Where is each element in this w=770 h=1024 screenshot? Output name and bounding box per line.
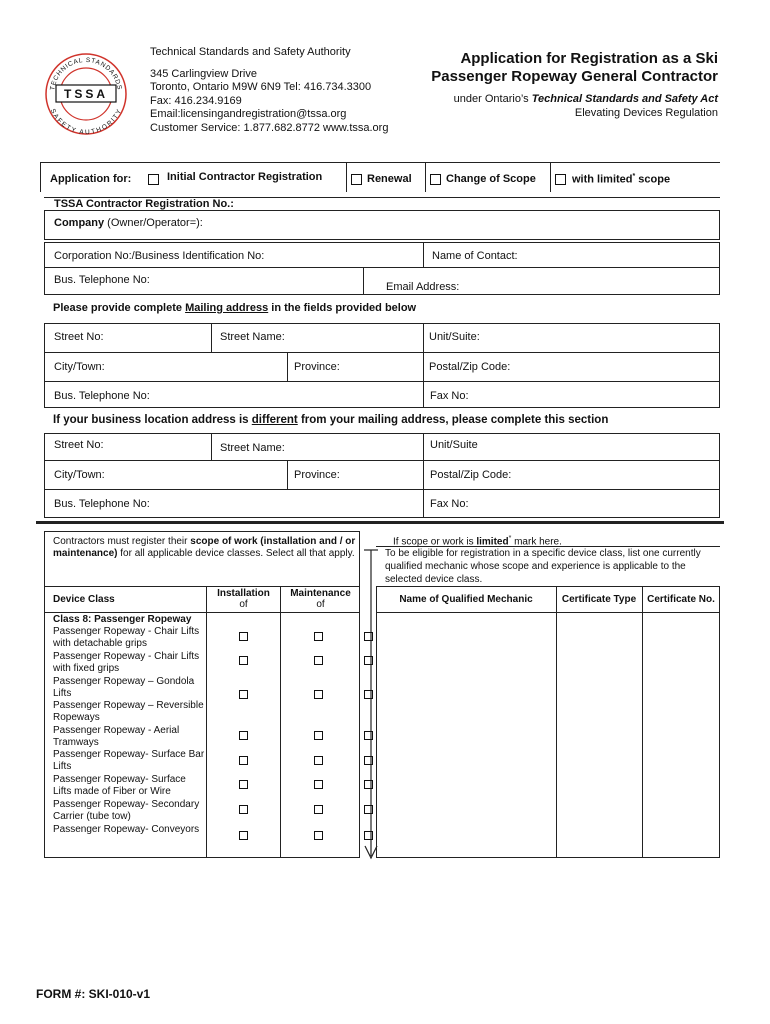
col-maintenance: Maintenance xyxy=(290,588,351,599)
tssa-logo xyxy=(40,48,132,140)
fax-number: Fax: 416.234.9169 xyxy=(150,94,242,107)
row-6-maintenance-checkbox[interactable] xyxy=(314,756,323,765)
row-1-maintenance-checkbox[interactable] xyxy=(314,632,323,641)
form-number: FORM #: SKI-010-v1 xyxy=(36,987,151,1001)
act-name: Technical Standards and Safety Act xyxy=(531,93,718,105)
col-certificate-type: Certificate Type xyxy=(561,594,637,605)
bus-telephone-field-3[interactable]: Bus. Telephone No: xyxy=(44,489,424,518)
qualified-mechanic-note: To be eligible for registration in a specific device class, list one currently qualified mechanic whose scope and experience is applicable to the selected device class. xyxy=(385,548,701,585)
street-no-field[interactable]: Street No: xyxy=(44,323,212,353)
scope-instructions: Contractors must register their scope of work (installation and / or maintenance) for all applicable device classes. Select all that apply. xyxy=(44,531,360,587)
row-8-installation-checkbox[interactable] xyxy=(239,805,248,814)
col-installation: Installation xyxy=(217,588,270,599)
renewal-checkbox[interactable] xyxy=(351,174,362,185)
renewal-label: Renewal xyxy=(367,173,412,185)
province-field[interactable]: Province: xyxy=(287,352,424,382)
city-town-field[interactable]: City/Town: xyxy=(44,352,288,382)
form-title-line-2: Passenger Ropeway General Contractor xyxy=(431,68,718,85)
device-row-1-label: Passenger Ropeway - Chair Lifts with detachable grips xyxy=(53,626,200,649)
mailing-address-heading: Please provide complete Mailing address in the fields provided below xyxy=(53,302,417,314)
row-5-installation-checkbox[interactable] xyxy=(239,731,248,740)
device-row-5-label: Passenger Ropeway - Aerial Tramways xyxy=(53,725,180,748)
act-line: under Ontario’s Technical Standards and Safety Act xyxy=(453,93,718,105)
city-town-field-2[interactable]: City/Town: xyxy=(44,460,288,490)
row-7-maintenance-checkbox[interactable] xyxy=(314,780,323,789)
form-title-block xyxy=(431,50,718,120)
col-certificate-no: Certificate No. xyxy=(647,594,715,605)
street-name-field[interactable]: Street Name: xyxy=(211,323,424,353)
device-row-6-label: Passenger Ropeway- Surface Bar Lifts xyxy=(53,749,205,772)
row-3-installation-checkbox[interactable] xyxy=(239,690,248,699)
initial-registration-label: Initial Contractor Registration xyxy=(167,171,323,183)
logo-ring-bottom: SAFETY AUTHORITY xyxy=(48,107,124,137)
col-installation-sub: of xyxy=(239,599,248,610)
logo-ring-top: TECHNICAL STANDARDS xyxy=(49,56,123,91)
address-line-1: 345 Carlingview Drive xyxy=(150,67,257,80)
fax-no-field[interactable]: Fax No: xyxy=(423,381,720,408)
row-5-maintenance-checkbox[interactable] xyxy=(314,731,323,740)
device-row-4-label: Passenger Ropeway – Reversible Ropeways xyxy=(53,700,204,723)
row-2-installation-checkbox[interactable] xyxy=(239,656,248,665)
row-3-maintenance-checkbox[interactable] xyxy=(314,690,323,699)
initial-registration-checkbox[interactable] xyxy=(148,174,159,185)
org-name: Technical Standards and Safety Authority xyxy=(150,46,351,58)
section-divider xyxy=(36,521,724,524)
device-row-8-label: Passenger Ropeway- Secondary Carrier (tube tow) xyxy=(53,799,200,822)
postal-code-field[interactable]: Postal/Zip Code: xyxy=(423,352,720,382)
limited-scope-label: with limited* scope xyxy=(572,173,671,186)
form-title-line-1: Application for Registration as a Ski xyxy=(460,50,718,67)
organization-address xyxy=(150,46,388,135)
row-9-limited-checkbox[interactable] xyxy=(364,831,373,840)
limited-scope-instruction: If scope or work is limited* mark here. xyxy=(393,535,562,548)
row-8-maintenance-checkbox[interactable] xyxy=(314,805,323,814)
row-2-limited-checkbox[interactable] xyxy=(364,656,373,665)
limited-scope-checkbox[interactable] xyxy=(555,174,566,185)
email-link[interactable]: Email:licensingandregistration@tssa.org xyxy=(150,108,347,120)
row-1-limited-checkbox[interactable] xyxy=(364,632,373,641)
province-field-2[interactable]: Province: xyxy=(287,460,424,490)
device-row-9-label: Passenger Ropeway- Conveyors xyxy=(53,824,200,835)
postal-code-field-2[interactable]: Postal/Zip Code: xyxy=(423,460,720,490)
fax-no-field-2[interactable]: Fax No: xyxy=(423,489,720,518)
unit-suite-field[interactable]: Unit/Suite: xyxy=(423,323,720,353)
bus-telephone-field[interactable]: Bus. Telephone No: xyxy=(44,267,364,295)
logo-text: TSSA xyxy=(63,87,109,101)
unit-suite-field-2[interactable]: Unit/Suite xyxy=(423,433,720,461)
row-1-installation-checkbox[interactable] xyxy=(239,632,248,641)
street-no-field-2[interactable]: Street No: xyxy=(44,433,212,461)
name-of-contact-field[interactable]: Name of Contact: xyxy=(423,242,720,268)
svg-text:SAFETY AUTHORITY xyxy=(49,108,123,136)
row-5-limited-checkbox[interactable] xyxy=(364,731,373,740)
row-8-limited-checkbox[interactable] xyxy=(364,805,373,814)
street-name-field-2[interactable]: Street Name: xyxy=(211,433,424,461)
qualified-mechanic-table xyxy=(376,586,720,858)
row-3-limited-checkbox[interactable] xyxy=(364,690,373,699)
device-row-2-label: Passenger Ropeway - Chair Lifts with fixed grips xyxy=(53,651,200,674)
col-device-class: Device Class xyxy=(53,594,115,605)
change-of-scope-label: Change of Scope xyxy=(446,173,536,185)
class-8-heading: Class 8: Passenger Ropeway xyxy=(53,614,192,625)
row-6-limited-checkbox[interactable] xyxy=(364,756,373,765)
application-for-label: Application for: xyxy=(50,173,132,185)
row-7-installation-checkbox[interactable] xyxy=(239,780,248,789)
row-9-installation-checkbox[interactable] xyxy=(239,831,248,840)
col-mechanic-name: Name of Qualified Mechanic xyxy=(399,594,533,605)
email-address-field[interactable]: Email Address: xyxy=(363,267,720,295)
device-row-7-label: Passenger Ropeway- Surface Lifts made of Fiber or Wire xyxy=(53,774,186,797)
business-address-heading: If your business location address is different from your mailing address, please complete this section xyxy=(53,414,609,426)
customer-service: Customer Service: 1.877.682.8772 www.tssa.org xyxy=(150,121,389,134)
registration-no-field[interactable]: TSSA Contractor Registration No.: xyxy=(54,198,234,210)
row-2-maintenance-checkbox[interactable] xyxy=(314,656,323,665)
row-9-maintenance-checkbox[interactable] xyxy=(314,831,323,840)
change-of-scope-checkbox[interactable] xyxy=(430,174,441,185)
address-line-2: Toronto, Ontario M9W 6N9 Tel: 416.734.3300 xyxy=(150,81,372,93)
company-field[interactable]: Company (Owner/Operator=): xyxy=(44,210,720,240)
row-7-limited-checkbox[interactable] xyxy=(364,780,373,789)
regulation: Elevating Devices Regulation xyxy=(574,107,718,119)
device-row-3-label: Passenger Ropeway – Gondola Lifts xyxy=(53,676,195,699)
corporation-no-field[interactable]: Corporation No:/Business Identification No: xyxy=(44,242,424,268)
bus-telephone-field-2[interactable]: Bus. Telephone No: xyxy=(44,381,424,408)
row-6-installation-checkbox[interactable] xyxy=(239,756,248,765)
col-maintenance-sub: of xyxy=(316,599,325,610)
